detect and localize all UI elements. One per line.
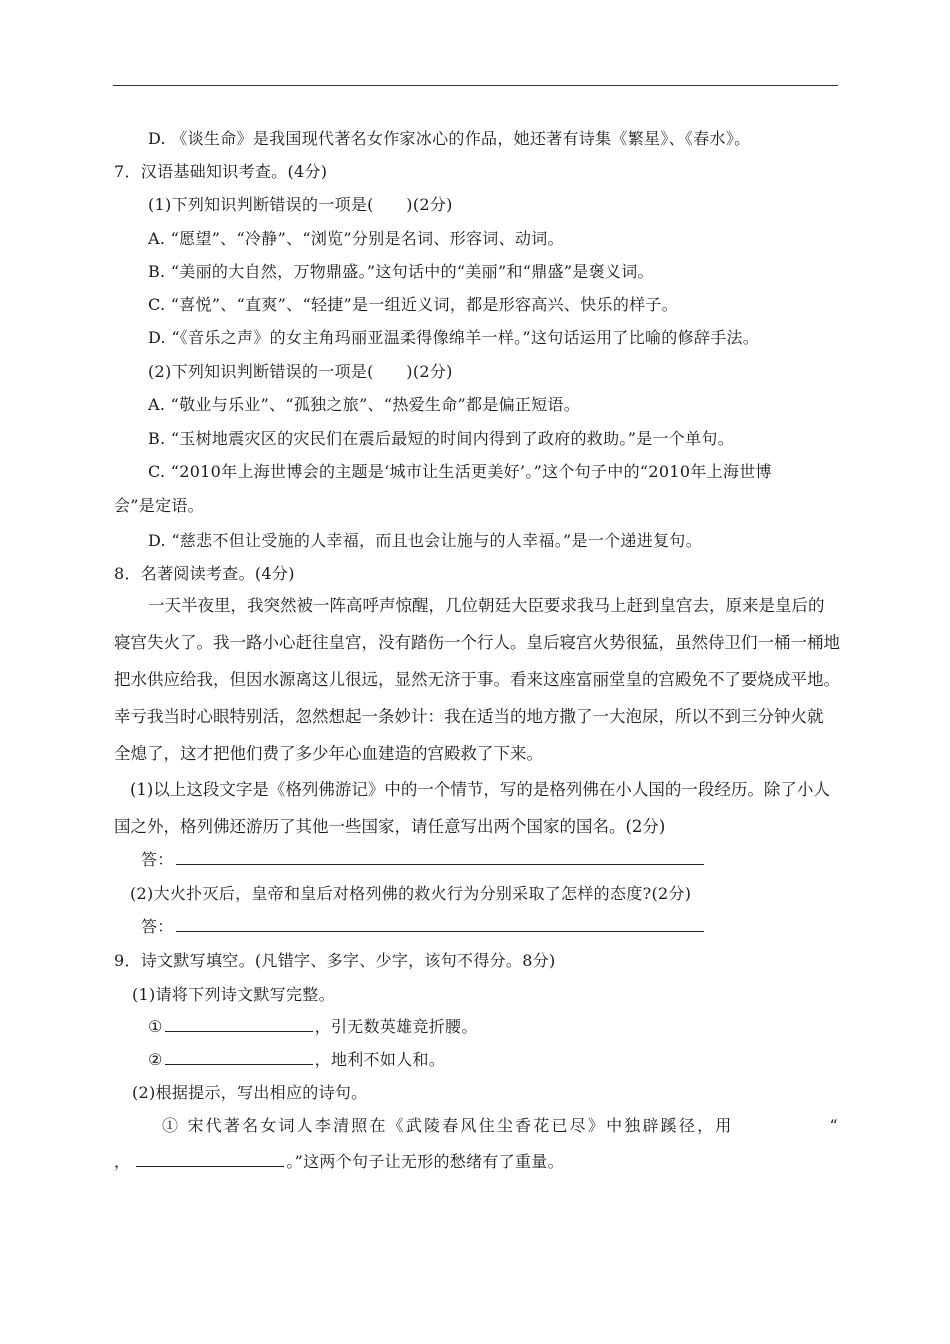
item-marker: ② [148,1050,163,1069]
q8-sub2: (2)大火扑灭后，皇帝和皇后对格列佛的救火行为分别采取了怎样的态度?(2分) [130,884,692,903]
q8-sub1-line1: (1)以上这段文字是《格列佛游记》中的一个情节，写的是格列佛在小人国的一段经历。除了小人 [130,780,830,799]
q7-sub1-option-d: D. “《音乐之声》的女主角玛丽亚温柔得像绵羊一样。”这句话运用了比喻的修辞手法。 [148,328,760,347]
q9-hint-line2 [114,1154,564,1170]
q6-option-d: D. 《谈生命》是我国现代著名女作家冰心的作品，她还著有诗集《繁星》、《春水》。 [148,129,751,148]
q8-answer-1 [141,852,706,868]
q7-title: 7．汉语基础知识考查。(4分) [114,162,328,181]
q7-sub1-option-b: B. “美丽的大自然，万物鼎盛。”这句话中的“美丽”和“鼎盛”是褒义词。 [148,262,654,281]
q7-sub2-stem: (2)下列知识判断错误的一项是( )(2分) [148,362,453,381]
q9-hint-line1 [162,1118,838,1134]
q8-sub1-line2: 国之外，格列佛还游历了其他一些国家，请任意写出两个国家的国名。(2分) [114,817,666,836]
q8-answer-2 [141,919,706,935]
comma: ， [114,1152,131,1171]
q9-item2 [148,1052,445,1068]
q7-sub2-option-c-line1: C. “2010年上海世博会的主题是‘城市让生活更美好’。”这个句子中的“2010年上海世博 [148,462,772,481]
item-text: ，地利不如人和。 [314,1050,446,1069]
fill-blank[interactable] [165,1030,313,1032]
q7-sub2-option-b: B. “玉树地震灾区的灾民们在震后最短的时间内得到了政府的救助。”是一个单句。 [148,429,734,448]
q7-sub2-option-c-line2: 会”是定语。 [114,496,204,515]
q7-sub2-option-d: D. “慈悲不但让受施的人幸福，而且也会让施与的人幸福。”是一个递进复句。 [148,531,702,550]
q7-sub1-option-a: A. “愿望”、“冷静”、“浏览”分别是名词、形容词、动词。 [148,229,564,248]
item-text: ，引无数英雄竞折腰。 [314,1017,478,1036]
answer-label: 答： [141,917,174,936]
hint-text: ① 宋代著名女词人李清照在《武陵春风住尘香花已尽》中独辟蹊径，用 [162,1116,734,1135]
answer-label: 答： [141,850,174,869]
q7-sub1-stem: (1)下列知识判断错误的一项是( )(2分) [148,195,453,214]
open-quote: “ [829,1116,838,1135]
hint-text: 。”这两个句子让无形的愁绪有了重量。 [286,1152,564,1171]
fill-blank[interactable] [136,1165,284,1167]
q8-passage-line: 全熄了，这才把他们费了多少年心血建造的宫殿救了下来。 [114,744,543,763]
answer-blank[interactable] [176,930,704,932]
q8-passage-line: 把水供应给我，但因水源离这儿很远，显然无济于事。看来这座富丽堂皇的宫殿免不了要烧成平地。 [114,670,840,689]
q7-sub2-option-a: A. “敬业与乐业”、“孤独之旅”、“热爱生命”都是偏正短语。 [148,395,581,414]
q8-passage-line: 一天半夜里，我突然被一阵高呼声惊醒，几位朝廷大臣要求我马上赶到皇宫去，原来是皇后的 [148,596,825,615]
q9-title: 9．诗文默写填空。(凡错字、多字、少字，该句不得分。8分) [114,951,556,970]
q9-sub1: (1)请将下列诗文默写完整。 [132,985,335,1004]
answer-blank[interactable] [176,863,704,865]
q7-sub1-option-c: C. “喜悦”、“直爽”、“轻捷”是一组近义词，都是形容高兴、快乐的样子。 [148,295,679,314]
fill-blank[interactable] [165,1063,313,1065]
q8-passage-line: 寝宫失火了。我一路小心赶往皇宫，没有踏伤一个行人。皇后寝宫火势很猛，虽然侍卫们一桶一桶地 [114,633,840,652]
q9-item1 [148,1019,478,1035]
q9-sub2: (2)根据提示，写出相应的诗句。 [132,1083,368,1102]
header-rule [113,85,838,86]
q8-passage-line: 幸亏我当时心眼特别活，忽然想起一条妙计：我在适当的地方撒了一大泡尿，所以不到三分钟火就 [114,707,824,726]
item-marker: ① [148,1017,163,1036]
q8-title: 8．名著阅读考查。(4分) [114,564,295,583]
